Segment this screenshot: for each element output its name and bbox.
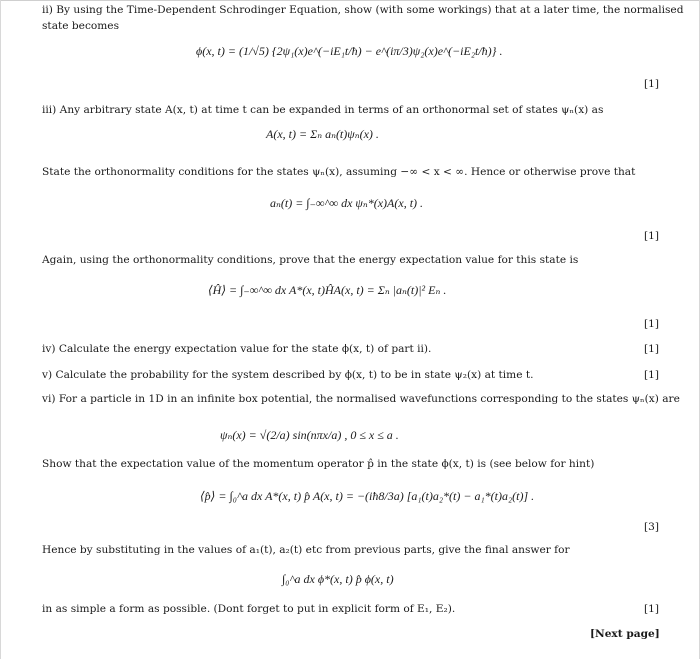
part-vi-simple-form-text: in as simple a form as possible. (Dont forget to put in explicit form of E₁, E₂). [42, 603, 456, 615]
part-ii-text-line2: state becomes [42, 20, 120, 32]
part-iii-orthonormality-text: State the orthonormality conditions for the states ψₙ(x), assuming −∞ < x < ∞. Hence or otherwise prove that [42, 166, 636, 178]
part-iii-energy-equation: ⟨Ĥ⟩ = ∫₋∞^∞ dx A*(x, t)ĤA(x, t) = Σₙ |aₙ(t)|² Eₙ . [208, 283, 447, 297]
page-left-border [0, 0, 1, 659]
part-iii-mark-2: [1] [644, 318, 660, 330]
page-top-border [0, 0, 700, 1]
part-vi-momentum-text: Show that the expectation value of the momentum operator p̂ in the state ϕ(x, t) is (see below for hint) [42, 458, 595, 470]
part-iii-coefficient-equation: aₙ(t) = ∫₋∞^∞ dx ψₙ*(x)A(x, t) . [270, 196, 424, 210]
part-iv-text: iv) Calculate the energy expectation value for the state ϕ(x, t) of part ii). [42, 343, 432, 355]
part-v-mark: [1] [644, 369, 660, 381]
part-iii-text-line1: iii) Any arbitrary state A(x, t) at time t can be expanded in terms of an orthonormal set of states ψₙ(x) as [42, 104, 604, 116]
part-iv-mark: [1] [644, 343, 660, 355]
part-iii-expansion-equation: A(x, t) = Σₙ aₙ(t)ψₙ(x) . [266, 127, 379, 141]
part-vi-text-line1: vi) For a particle in 1D in an infinite box potential, the normalised wavefunctions corresponding to the states ψₙ(x) are [42, 393, 680, 405]
part-vi-final-integral: ∫₀^a dx ϕ*(x, t) p̂ ϕ(x, t) [282, 572, 394, 586]
part-ii-mark: [1] [644, 78, 660, 90]
part-vi-substitute-text: Hence by substituting in the values of a₁(t), a₂(t) etc from previous parts, give the final answer for [42, 544, 570, 556]
part-vi-momentum-equation: ⟨p̂⟩ = ∫₀^a dx A*(x, t) p̂ A(x, t) = −(iħ8/3a) [a₁(t)a₂*(t) − a₁*(t)a₂(t)] . [200, 489, 535, 503]
part-vi-mark-2: [1] [644, 603, 660, 615]
part-ii-text-line1: ii) By using the Time-Dependent Schrodinger Equation, show (with some workings) that at a later time, the normalised [42, 4, 684, 16]
part-v-text: v) Calculate the probability for the system described by ϕ(x, t) to be in state ψ₂(x) at time t. [42, 369, 534, 381]
part-iii-mark-1: [1] [644, 230, 660, 242]
part-ii-equation: ϕ(x, t) = (1/√5) {2ψ₁(x)e^(−iE₁t/ħ) − e^(iπ/3)ψ₂(x)e^(−iE₂t/ħ)} . [196, 44, 503, 58]
part-iii-energy-text: Again, using the orthonormality conditions, prove that the energy expectation value for this state is [42, 254, 579, 266]
part-vi-mark-1: [3] [644, 521, 660, 533]
part-vi-wavefunction-equation: ψₙ(x) = √(2/a) sin(nπx/a) , 0 ≤ x ≤ a . [220, 428, 399, 442]
next-page-label: [Next page] [590, 628, 660, 640]
